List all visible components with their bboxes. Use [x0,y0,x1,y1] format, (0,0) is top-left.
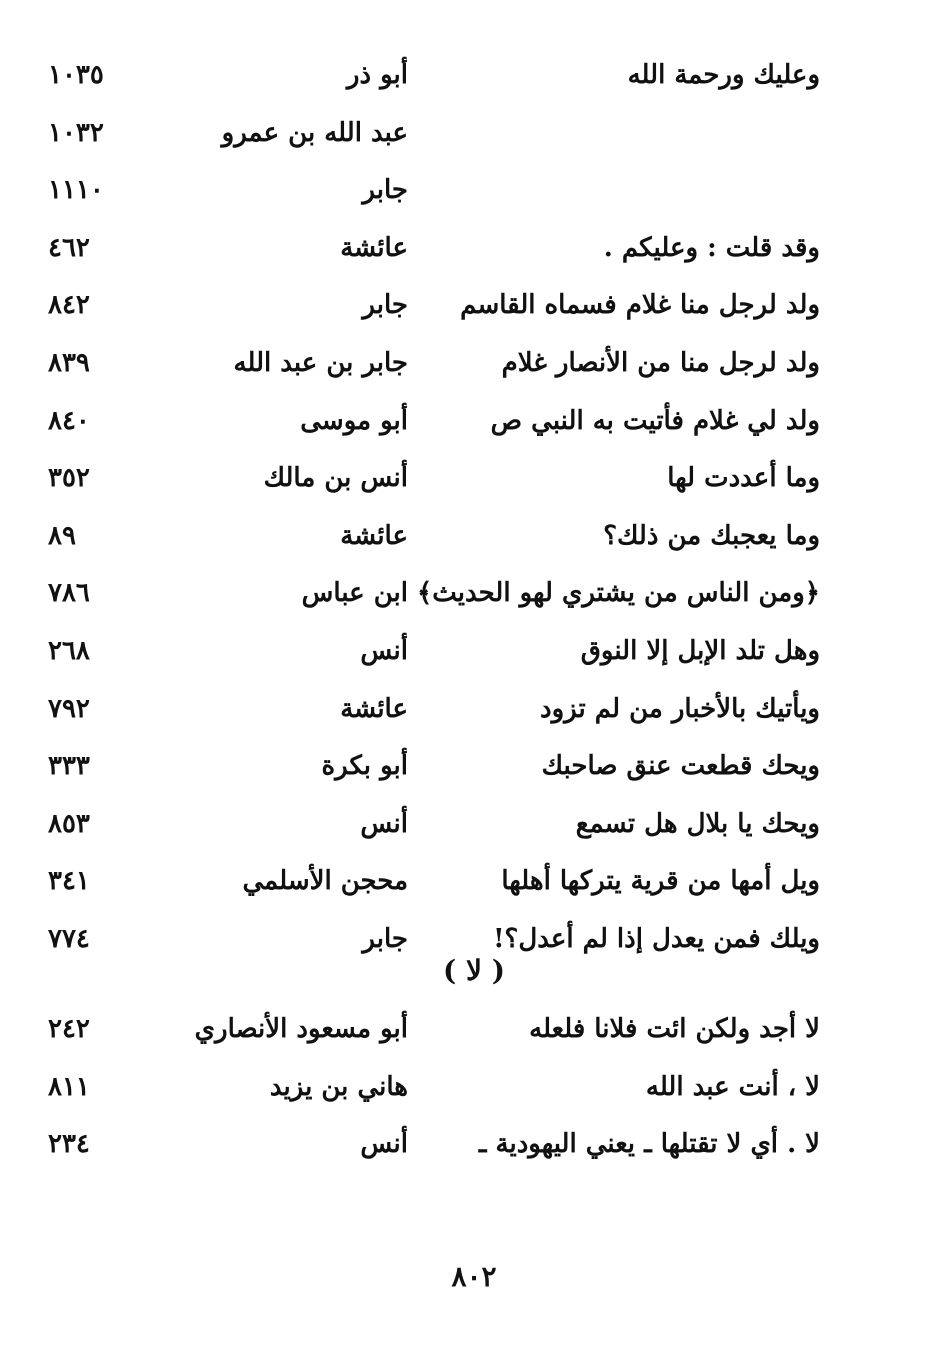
page-ref: ٧٧٤ [48,924,90,954]
section-heading: ( لا ) [443,954,505,987]
hadith-text: ولد لي غلام فأتيت به النبي ص [490,405,820,436]
narrator-name: أنس [360,1129,408,1159]
hadith-text: وعليك ورحمة الله [627,60,820,90]
narrator-name: أبو مسعود الأنصاري [194,1014,408,1044]
hadith-text: لا ، أنت عبد الله [645,1071,820,1102]
index-row [0,622,948,680]
index-row [0,1115,948,1173]
narrator-name: أبو موسى [300,405,408,436]
narrator-name: محجن الأسلمي [242,866,408,897]
page-ref: ٨٥٣ [48,808,90,839]
narrator-name: جابر [362,924,408,954]
narrator-name: هاني بن يزيد [269,1071,408,1102]
hadith-text: وما أعددت لها [667,463,820,494]
page-ref: ٨٩ [48,520,76,551]
narrator-name: أبو بكرة [321,751,408,782]
index-row [0,795,948,853]
page-ref: ٢٣٤ [48,1129,90,1159]
hadith-text: ويل أمها من قرية يتركها أهلها [501,866,820,897]
page-ref: ٣٣٣ [48,751,90,782]
page-number: ٨٠٢ [451,1260,497,1293]
index-row [0,564,948,622]
index-row [0,219,948,277]
hadith-text: ولد لرجل منا من الأنصار غلام [501,348,820,378]
hadith-text: لا . أي لا تقتلها ـ يعني اليهودية ـ [478,1129,820,1159]
index-row [0,161,948,219]
index-row [0,334,948,392]
index-row [0,852,948,910]
index-row [0,46,948,104]
narrator-name: أنس [360,808,408,839]
narrator-name: عائشة [340,693,408,724]
index-row [0,1058,948,1116]
page-ref: ٧٨٦ [48,578,90,609]
narrator-name: ابن عباس [301,578,408,609]
index-row [0,392,948,450]
narrator-name: عائشة [340,520,408,551]
narrator-name: جابر [362,175,408,206]
narrator-name: عبد الله بن عمرو [221,117,408,148]
page-ref: ١٠٣٥ [48,60,104,90]
page-ref: ٧٩٢ [48,693,90,724]
index-row [0,737,948,795]
page-ref: ١٠٣٢ [48,117,104,148]
hadith-text: ﴿ومن الناس من يشتري لهو الحديث﴾ [416,578,820,609]
hadith-text: ويحك يا بلال هل تسمع [575,808,820,839]
index-row [0,104,948,162]
page-ref: ٨١١ [48,1071,90,1102]
page-ref: ٨٤٢ [48,290,90,321]
narrator-name: أنس بن مالك [263,463,408,494]
narrator-name: جابر بن عبد الله [233,348,408,378]
narrator-name: أبو ذر [346,60,408,90]
hadith-text: ويحك قطعت عنق صاحبك [541,751,820,782]
hadith-text: وقد قلت : وعليكم . [603,232,820,263]
index-row [0,449,948,507]
narrator-name: عائشة [340,232,408,263]
hadith-text: وما يعجبك من ذلك؟ [603,520,820,551]
page-ref: ٨٣٩ [48,348,90,378]
hadith-text: ولد لرجل منا غلام فسماه القاسم [460,290,820,321]
index-row [0,1000,948,1058]
page-ref: ٢٦٨ [48,636,90,666]
narrator-name: أنس [360,636,408,666]
hadith-text: ويأتيك بالأخبار من لم تزود [540,693,820,724]
page-ref: ٣٥٢ [48,463,90,494]
page-ref: ٤٦٢ [48,232,90,263]
page-ref: ٢٤٢ [48,1014,90,1044]
index-row [0,680,948,738]
page-ref: ٣٤١ [48,866,90,897]
page-ref: ١١١٠ [48,175,104,206]
hadith-text: ويلك فمن يعدل إذا لم أعدل؟! [493,924,820,954]
narrator-name: جابر [362,290,408,321]
hadith-text: لا أجد ولكن ائت فلانا فلعله [529,1014,820,1044]
index-row [0,276,948,334]
page-ref: ٨٤٠ [48,405,90,436]
hadith-text: وهل تلد الإبل إلا النوق [580,636,820,666]
index-row [0,507,948,565]
